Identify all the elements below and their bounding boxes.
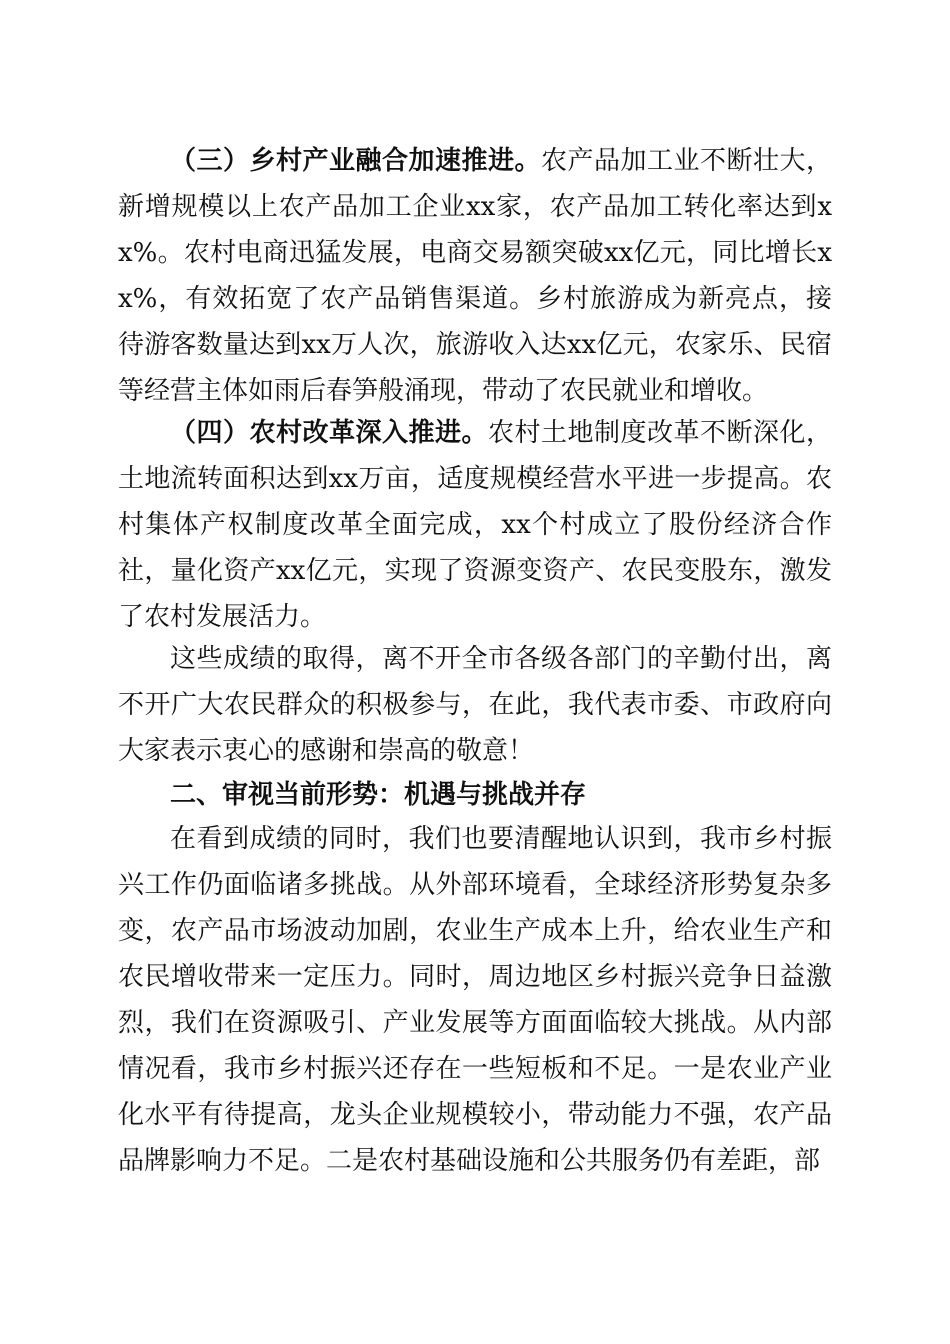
section-heading <box>118 772 832 818</box>
paragraph-lead: （四）农村改革深入推进。 <box>170 418 488 448</box>
paragraph-body: 农村土地制度改革不断深化，土地流转面积达到xx万亩，适度规模经营水平进一步提高。农村集体产权制度改革全面完成，xx个村成立了股份经济合作社，量化资产xx亿元，实现了资源变资产、农民变股东，激发了农村发展活力。 <box>118 418 832 632</box>
paragraph-rural-industry <box>118 138 832 414</box>
paragraph-body: 农产品加工业不断壮大，新增规模以上农产品加工企业xx家，农产品加工转化率达到xx%。农村电商迅猛发展，电商交易额突破xx亿元，同比增长xx%，有效拓宽了农产品销售渠道。乡村旅游成为新亮点，接待游客数量达到xx万人次，旅游收入达xx亿元，农家乐、民宿等经营主体如雨后春笋般涌现，带动了农民就业和增收。 <box>118 146 832 406</box>
paragraph-body: 这些成绩的取得，离不开全市各级各部门的辛勤付出，离不开广大农民群众的积极参与，在此，我代表市委、市政府向大家表示衷心的感谢和崇高的敬意！ <box>118 644 832 766</box>
paragraph-rural-reform <box>118 410 832 640</box>
section-heading-text: 二、审视当前形势：机遇与挑战并存 <box>170 780 587 810</box>
paragraph-current-situation <box>118 816 832 1184</box>
paragraph-acknowledgement <box>118 636 832 774</box>
paragraph-lead: （三）乡村产业融合加速推进。 <box>170 146 541 176</box>
paragraph-body: 在看到成绩的同时，我们也要清醒地认识到，我市乡村振兴工作仍面临诸多挑战。从外部环境看，全球经济形势复杂多变，农产品市场波动加剧，农业生产成本上升，给农业生产和农民增收带来一定压力。同时，周边地区乡村振兴竞争日益激烈，我们在资源吸引、产业发展等方面面临较大挑战。从内部情况看，我市乡村振兴还存在一些短板和不足。一是农业产业化水平有待提高，龙头企业规模较小，带动能力不强，农产品品牌影响力不足。二是农村基础设施和公共服务仍有差距，部 <box>118 824 832 1176</box>
